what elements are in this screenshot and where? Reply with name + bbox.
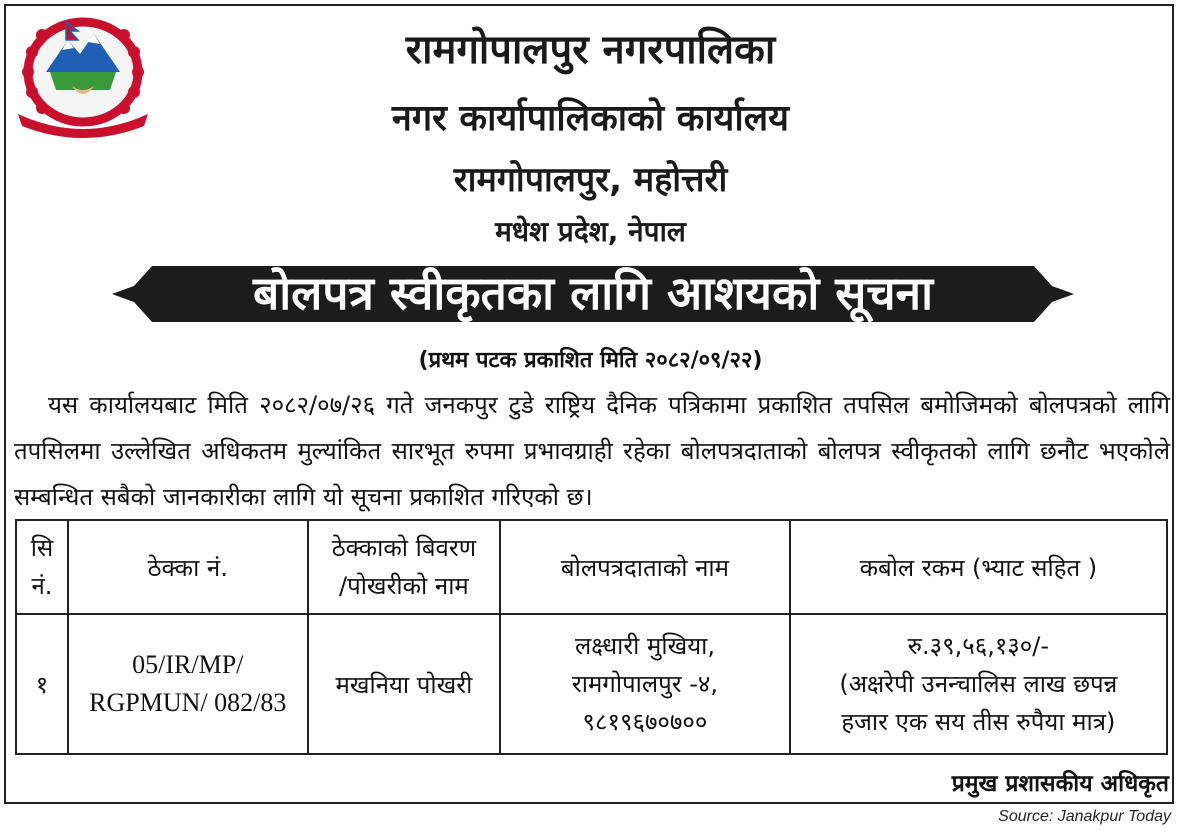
publish-date: (प्रथम पटक प्रकाशित मिति २०८२/०९/२२) bbox=[418, 348, 763, 373]
header-contract-number: ठेक्का नं. bbox=[68, 520, 308, 614]
header-bid-amount: कबोल रकम (भ्याट सहित ) bbox=[790, 520, 1167, 614]
province-country: मधेश प्रदेश, नेपाल bbox=[495, 215, 686, 248]
notice-title: बोलपत्र स्वीकृतका लागि आशयको सूचना bbox=[253, 266, 933, 320]
cell-bid-amount: रु.३९,५६,१३०/- (अक्षरेपी उनन्चालिस लाख छपन्न हजार एक सय तीस रुपैया मात्र) bbox=[790, 614, 1167, 754]
cell-serial-number: १ bbox=[16, 614, 68, 754]
notice-body: यस कार्यालयबाट मिति २०८२/०७/२६ गते जनकपुर टुडे राष्ट्रिय दैनिक पत्रिकामा प्रकाशित तपसिल बमोजिमको बोलपत्रको लागि तपसिलमा उल्लेखित अधिकतम मुल्यांकित सारभूत रुपमा प्रभावग्राही रहेका बोलपत्रदाताको बोलपत्र स्वीकृतको लागि छनौट भएकोले सम्बन्धित सबैको जानकारीका लागि यो सूचना प्रकाशित गरिएको छ। bbox=[14, 391, 1170, 511]
office-address: रामगोपालपुर, महोत्तरी bbox=[453, 160, 728, 200]
header-bidder-name: बोलपत्रदाताको नाम bbox=[500, 520, 789, 614]
table-header-row bbox=[16, 520, 1167, 614]
cell-bidder: लक्ष्धारी मुखिया, रामगोपालपुर -४, ९८१९६७०७०० bbox=[500, 614, 789, 754]
tender-table bbox=[15, 519, 1168, 755]
office-name: नगर कार्यापालिकाको कार्यालय bbox=[391, 98, 790, 139]
notice-title-banner bbox=[112, 260, 1074, 328]
source-credit: Source: Janakpur Today bbox=[998, 808, 1171, 825]
cell-description: मखनिया पोखरी bbox=[308, 614, 501, 754]
municipality-name: रामगोपालपुर नगरपालिका bbox=[405, 27, 776, 73]
signatory-title: प्रमुख प्रशासकीय अधिकृत bbox=[951, 771, 1169, 797]
header-serial-number: सि नं. bbox=[16, 520, 68, 614]
table-row bbox=[16, 614, 1167, 754]
cell-contract-number: 05/IR/MP/ RGPMUN/ 082/83 bbox=[68, 614, 308, 754]
header-description: ठेक्काको बिवरण /पोखरीको नाम bbox=[308, 520, 501, 614]
